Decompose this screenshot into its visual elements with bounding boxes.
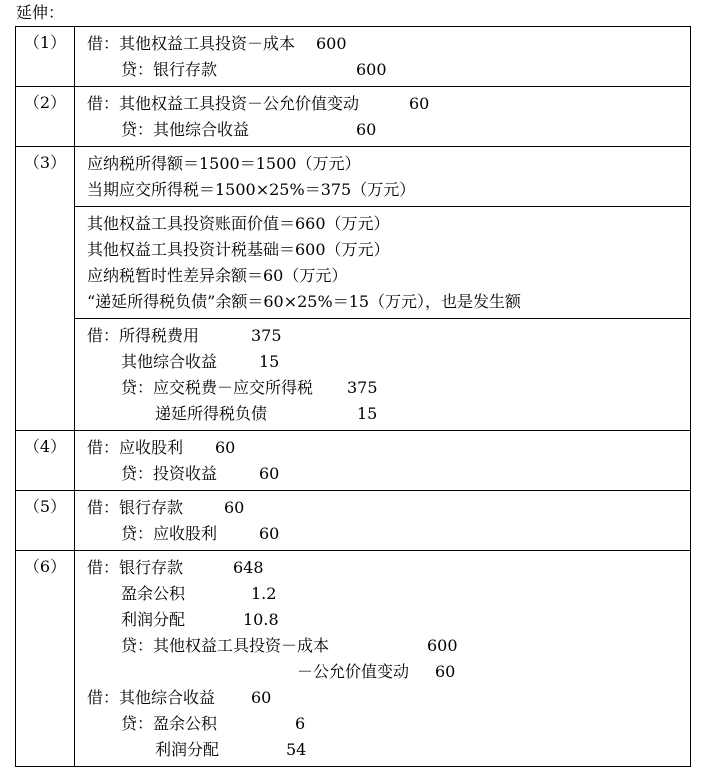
calc-line: 应纳税所得额＝1500＝1500（万元） — [87, 154, 361, 173]
entry-number-cell — [16, 87, 75, 147]
entry-number: （3） — [23, 153, 67, 172]
entry-number: （5） — [23, 497, 67, 516]
journal-line — [75, 633, 690, 659]
calc-line: 当期应交所得税＝1500×25%＝375（万元） — [87, 180, 416, 199]
journal-line — [75, 375, 690, 401]
journal-line — [75, 91, 690, 117]
line-amount: 15 — [357, 404, 378, 423]
line-text: 利润分配 — [155, 740, 220, 759]
journal-line — [75, 737, 690, 763]
journal-line — [75, 31, 690, 57]
line-text: 贷：盈余公积 — [121, 714, 218, 733]
entry-row-6 — [16, 551, 691, 767]
journal-line — [75, 461, 690, 487]
line-amount: 1.2 — [251, 584, 277, 603]
line-amount: 60 — [251, 688, 272, 707]
line-amount: 375 — [251, 326, 282, 345]
journal-line — [75, 117, 690, 143]
line-text: 借：所得税费用 — [87, 326, 200, 345]
journal-line — [75, 659, 690, 685]
line-text: 借：银行存款 — [87, 498, 184, 517]
line-amount: 60 — [215, 438, 236, 457]
entry-row-3 — [16, 147, 691, 431]
entry-number-cell — [16, 147, 75, 431]
journal-line — [75, 521, 690, 547]
journal-line — [75, 401, 690, 427]
journal-line — [75, 57, 690, 83]
entry-content — [75, 431, 691, 491]
entry-row-4 — [16, 431, 691, 491]
calc-line: “递延所得税负债”余额＝60×25%＝15（万元），也是发生额 — [87, 292, 522, 311]
line-text: 借：其他权益工具投资－成本 — [87, 34, 296, 53]
entry-number-cell — [16, 491, 75, 551]
entry-number: （1） — [23, 33, 67, 52]
line-amount: 15 — [259, 352, 280, 371]
calc-line: 其他权益工具投资计税基础＝600（万元） — [87, 240, 390, 259]
line-amount: 600 — [356, 60, 387, 79]
journal-line — [75, 607, 690, 633]
journal-line — [75, 555, 690, 581]
line-amount: 60 — [259, 524, 280, 543]
line-text: 借：其他权益工具投资－公允价值变动 — [87, 94, 360, 113]
journal-entries-table — [15, 26, 691, 767]
entry-number: （4） — [23, 437, 67, 456]
line-amount: 6 — [295, 714, 306, 733]
line-text: 贷：应收股利 — [121, 524, 218, 543]
line-amount: 648 — [233, 558, 264, 577]
tax-calculation-block — [75, 147, 690, 206]
entry-number: （6） — [23, 557, 67, 576]
line-amount: 54 — [286, 740, 307, 759]
line-amount: 60 — [224, 498, 245, 517]
entry-content — [75, 147, 691, 431]
line-text: 递延所得税负债 — [155, 404, 268, 423]
entry-number-cell — [16, 551, 75, 767]
extension-heading: 延伸： — [16, 3, 65, 22]
journal-line — [75, 685, 690, 711]
line-text: 盈余公积 — [121, 584, 186, 603]
line-amount: 60 — [435, 662, 456, 681]
entry-row-5 — [16, 491, 691, 551]
calc-line: 其他权益工具投资账面价值＝660（万元） — [87, 214, 390, 233]
journal-line — [75, 581, 690, 607]
calc-line: 应纳税暂时性差异余额＝60（万元） — [87, 266, 348, 285]
entry-number: （2） — [23, 93, 67, 112]
line-text: 贷：银行存款 — [121, 60, 218, 79]
entry-number-cell — [16, 27, 75, 87]
journal-line — [75, 495, 690, 521]
line-text: 贷：投资收益 — [121, 464, 218, 483]
line-text: 利润分配 — [121, 610, 186, 629]
journal-line — [75, 349, 690, 375]
entry-row-1 — [16, 27, 691, 87]
line-text: 贷：其他权益工具投资－成本 — [121, 636, 330, 655]
entry-row-2 — [16, 87, 691, 147]
entry-content — [75, 491, 691, 551]
line-amount: 375 — [347, 378, 378, 397]
line-text: 其他综合收益 — [121, 352, 218, 371]
entry-number-cell — [16, 431, 75, 491]
line-text: 借：银行存款 — [87, 558, 184, 577]
line-amount: 600 — [316, 34, 347, 53]
entry-content — [75, 87, 691, 147]
tax-journal-block — [75, 318, 690, 430]
journal-line — [75, 435, 690, 461]
line-amount: 60 — [356, 120, 377, 139]
line-amount: 60 — [409, 94, 430, 113]
entry-content — [75, 27, 691, 87]
deferred-tax-block — [75, 206, 690, 318]
journal-line — [75, 711, 690, 737]
line-amount: 10.8 — [243, 610, 279, 629]
line-amount: 60 — [259, 464, 280, 483]
journal-line — [75, 323, 690, 349]
line-text: 借：其他综合收益 — [87, 688, 216, 707]
line-amount: 600 — [427, 636, 458, 655]
line-text: 贷：应交税费－应交所得税 — [121, 378, 314, 397]
line-text: －公允价值变动 — [297, 662, 410, 681]
line-text: 贷：其他综合收益 — [121, 120, 250, 139]
entry-content — [75, 551, 691, 767]
line-text: 借：应收股利 — [87, 438, 184, 457]
